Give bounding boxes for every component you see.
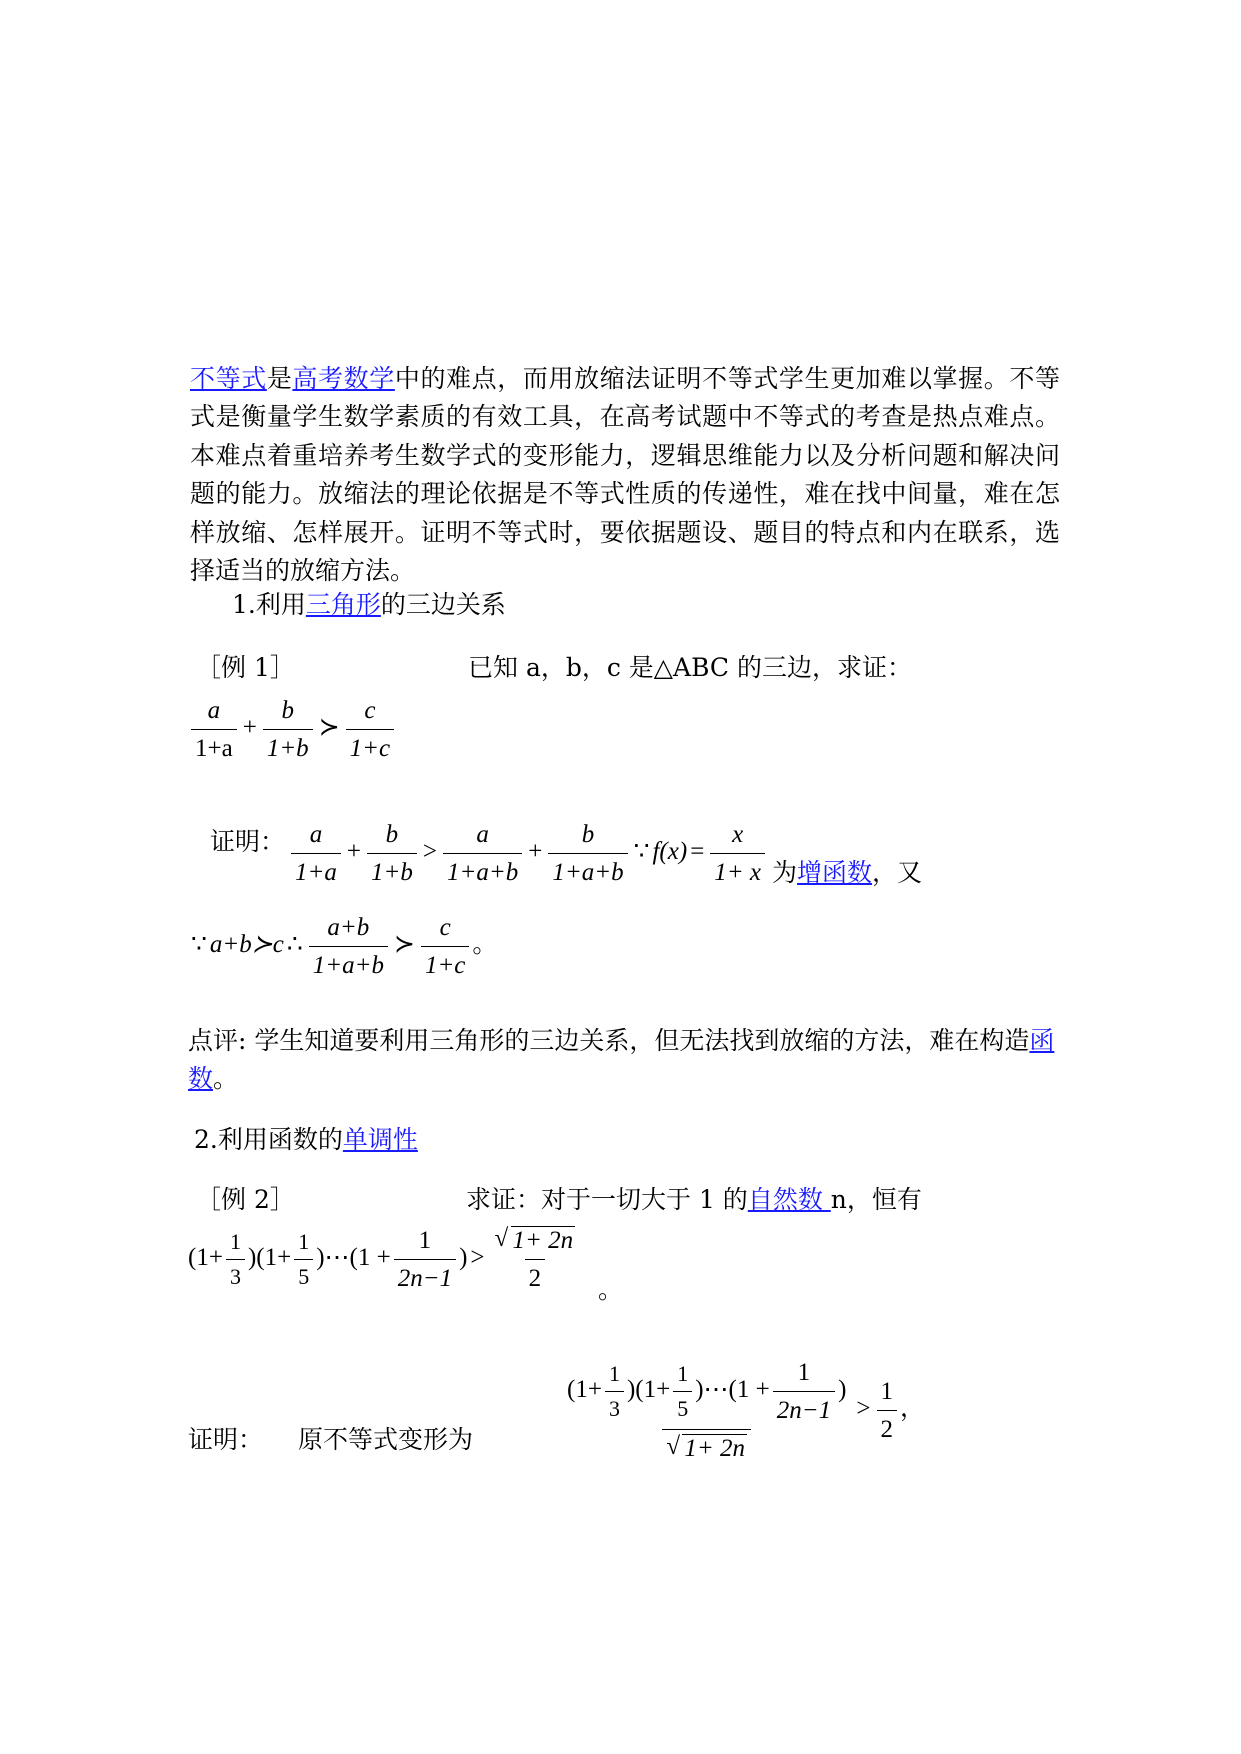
example-1-formula: $\frac{a}{1+a}$ + $\frac{b}{1+b}$ ≻ $\frac{c}{1+c}$ — [188, 698, 397, 761]
proof-1-label: 证明： — [210, 827, 286, 856]
intro-paragraph: 不等式是高考数学中的难点，而用放缩法证明不等式学生更加难以掌握。不等式是衡量学生数学素质的有效工具，在高考试题中不等式的考查是热点难点。本难点着重培养考生数学式的变形能力，逻辑思维能力以及分析问题和解决问题的能力。放缩法的理论依据是不等式性质的传递性，难在找中间量，难在怎样放缩、怎样展开。证明不等式时，要依据题设、题目的特点和内在联系，选择适当的放缩方法。 — [190, 364, 1060, 586]
link-triangle[interactable]: 三角形 — [305, 590, 381, 619]
link-natural-number[interactable]: 自然数 — [747, 1185, 831, 1214]
proof-1-formula-line1: $\frac{a}{1+a}$ + $\frac{b}{1+b}$ > $\frac{a}{1+a+b}$ + $\frac{b}{1+a+b}$ ∵ f(x) = $\frac{x}{1+ x}$ — [288, 822, 768, 885]
section-2-heading: 2.利用函数的单调性 — [194, 1125, 418, 1154]
example-2-statement: 求证：对于一切大于 1 的自然数 n，恒有 — [466, 1185, 922, 1214]
proof-2-text: 原不等式变形为 — [298, 1425, 474, 1454]
example-1-label: ［例 1］ — [196, 653, 295, 682]
link-inequality[interactable]: 不等式 — [190, 364, 267, 393]
remark-paragraph: 点评: 学生知道要利用三角形的三边关系，但无法找到放缩的方法，难在构造函数。 — [188, 1026, 1055, 1093]
section-1-heading: 1.利用三角形的三边关系 — [232, 590, 506, 619]
link-gaokao-math[interactable]: 高考数学 — [292, 364, 395, 393]
link-monotonicity[interactable]: 单调性 — [342, 1125, 418, 1154]
link-function[interactable]: 函数 — [188, 1026, 1055, 1093]
example-2-period: 。 — [598, 1275, 624, 1304]
example-1-statement: 已知 a，b，c 是△ABC 的三边，求证： — [468, 653, 912, 682]
example-2-formula: (1+ $\frac{1}{3}$ )(1+ $\frac{1}{5}$ )⋯(1 + $\frac{1}{2n-1}$ ) > √ $\frac{1+ 2n}{2}$ — [188, 1228, 582, 1291]
link-increasing-function[interactable]: 增函数 — [797, 858, 873, 887]
proof-2-label: 证明： — [188, 1425, 264, 1454]
example-2-label: ［例 2］ — [196, 1185, 295, 1214]
proof-1-formula-line2: ∵ a+b≻c ∴ $\frac{a+b}{1+a+b}$ ≻ $\frac{c}{1+c}$ 。 — [191, 914, 498, 979]
proof-2-formula: (1+ $\frac{1}{3}$ )(1+ $\frac{1}{5}$ )⋯(1 + $\frac{1}{2n-1}$ ) √ 1+ 2n > $\frac{1}{2}$ ， — [560, 1360, 925, 1461]
proof-1-text: 为增函数，又 — [772, 858, 923, 887]
